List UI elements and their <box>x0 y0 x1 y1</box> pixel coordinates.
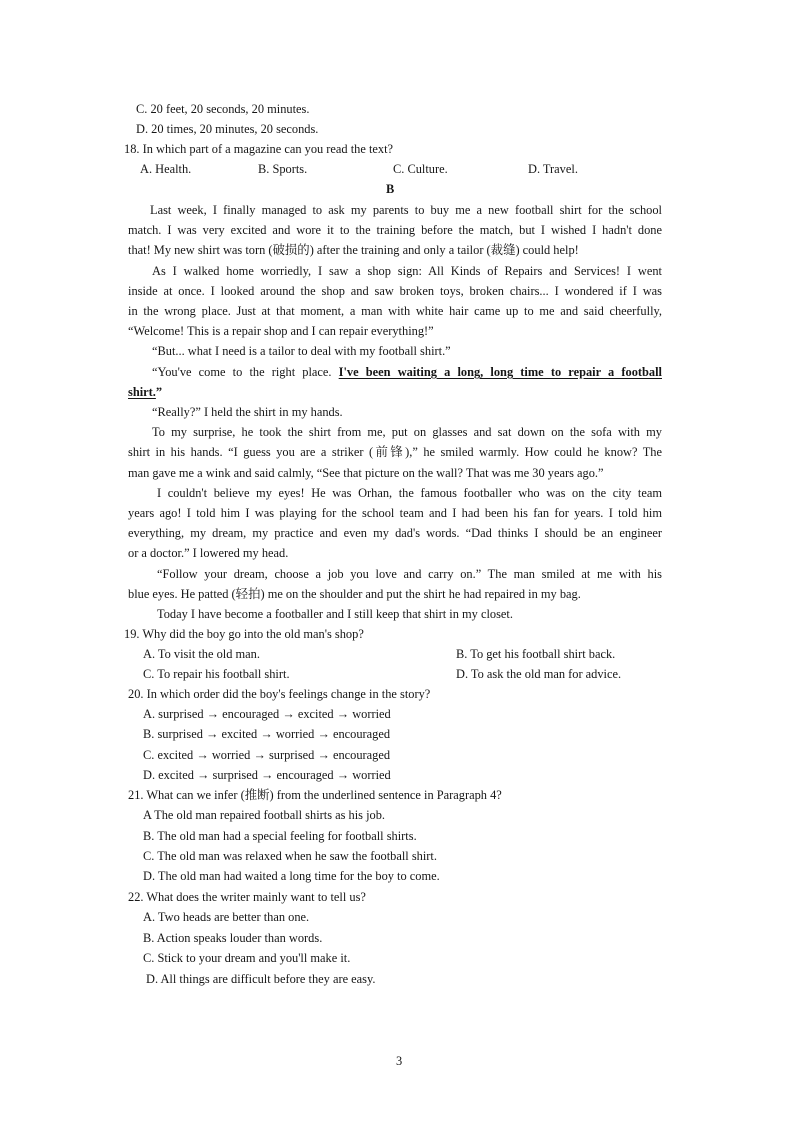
passage-p1-line3: that! My new shirt was torn (破损的) after the training and only a tailor (裁缝) could help! <box>128 243 579 257</box>
passage-p9: Today I have become a footballer and I still keep that shirt in my closet. <box>157 607 513 621</box>
page-number: 3 <box>396 1054 403 1068</box>
passage-p2-line3: in the wrong place. Just at that moment, a man with white hair came up to me and said cheerfully, <box>128 304 662 318</box>
passage-p2-line2: inside at once. I looked around the shop and saw broken toys, broken chairs... I wondered if I was <box>128 284 662 298</box>
passage-p2-line1: As I walked home worriedly, I saw a shop sign: All Kinds of Repairs and Services! I went <box>152 264 662 278</box>
q20-question: 20. In which order did the boy's feelings change in the story? <box>128 687 431 701</box>
passage-p2-line4: “Welcome! This is a repair shop and I can repair everything!” <box>128 324 434 338</box>
q21-option-c: C. The old man was relaxed when he saw the football shirt. <box>143 849 437 863</box>
passage-p6-line2: shirt in his hands. “I guess you are a striker (前锋),” he smiled warmly. How could he know? The <box>128 445 662 459</box>
passage-p4-line2 <box>128 384 162 400</box>
q20-option-c: C. excited → worried → surprised → encouraged <box>143 748 391 762</box>
q19-question: 19. Why did the boy go into the old man's shop? <box>124 627 364 641</box>
q18-question: 18. In which part of a magazine can you read the text? <box>124 142 394 156</box>
underlined-sentence-part2: shirt. <box>128 385 156 399</box>
q22-option-b: B. Action speaks louder than words. <box>143 931 323 945</box>
q18-option-c: C. Culture. <box>393 162 448 176</box>
q19-option-d: D. To ask the old man for advice. <box>456 667 622 681</box>
q22-option-d: D. All things are difficult before they are easy. <box>146 972 376 986</box>
q21-option-d: D. The old man had waited a long time for the boy to come. <box>143 869 440 883</box>
passage-p8-line1: “Follow your dream, choose a job you love and carry on.” The man smiled at me with his <box>157 567 662 581</box>
passage-p4-line1 <box>152 364 662 380</box>
passage-p3: “But... what I need is a tailor to deal with my football shirt.” <box>152 344 451 358</box>
q22-question: 22. What does the writer mainly want to tell us? <box>128 890 366 904</box>
q21-question: 21. What can we infer (推断) from the underlined sentence in Paragraph 4? <box>128 788 502 802</box>
q20-option-b: B. surprised → excited → worried → encouraged <box>143 727 391 741</box>
q19-option-c: C. To repair his football shirt. <box>143 667 290 681</box>
q18-option-a: A. Health. <box>140 162 192 176</box>
passage-p1-line2: match. I was very excited and wore it to the training before the match, but I wished I hadn't done <box>128 223 662 237</box>
q21-option-a: A The old man repaired football shirts as his job. <box>143 808 386 822</box>
passage-p5: “Really?” I held the shirt in my hands. <box>152 405 343 419</box>
passage-p7-line2: years ago! I told him I was playing for the school team and I had been his fan for years. I told him <box>128 506 662 520</box>
section-label: B <box>386 182 395 196</box>
q17-option-d: D. 20 times, 20 minutes, 20 seconds. <box>136 122 319 136</box>
q21-option-b: B. The old man had a special feeling for football shirts. <box>143 829 417 843</box>
passage-p8-line2: blue eyes. He patted (轻拍) me on the shoulder and put the shirt he had repaired in my bag. <box>128 587 581 601</box>
q22-option-a: A. Two heads are better than one. <box>143 910 310 924</box>
passage-p7-line4: or a doctor.” I lowered my head. <box>128 546 289 560</box>
passage-p6-line1: To my surprise, he took the shirt from me, put on glasses and sat down on the sofa with my <box>152 425 662 439</box>
q17-option-c: C. 20 feet, 20 seconds, 20 minutes. <box>136 102 310 116</box>
passage-p4-intro: “You've come to the right place. <box>152 365 339 379</box>
passage-p4-close-quote: ” <box>155 385 163 399</box>
passage-p1-line1: Last week, I finally managed to ask my parents to buy me a new football shirt for the school <box>150 203 662 217</box>
q19-option-a: A. To visit the old man. <box>143 647 260 661</box>
passage-p7-line3: everything, my dream, my practice and even my dad's words. “Dad thinks I should be an engineer <box>128 526 662 540</box>
passage-p7-line1: I couldn't believe my eyes! He was Orhan, the famous footballer who was on the city team <box>157 486 662 500</box>
q22-option-c: C. Stick to your dream and you'll make it. <box>143 951 351 965</box>
q20-option-a: A. surprised → encouraged → excited → worried <box>143 707 391 721</box>
q19-option-b: B. To get his football shirt back. <box>456 647 616 661</box>
q20-option-d: D. excited → surprised → encouraged → worried <box>143 768 391 782</box>
passage-p6-line3: man gave me a wink and said calmly, “See that picture on the wall? That was me 30 years ago.” <box>128 466 604 480</box>
q18-option-b: B. Sports. <box>258 162 308 176</box>
underlined-sentence-part1: I've been waiting a long, long time to repair a football <box>338 365 662 379</box>
q18-option-d: D. Travel. <box>528 162 578 176</box>
